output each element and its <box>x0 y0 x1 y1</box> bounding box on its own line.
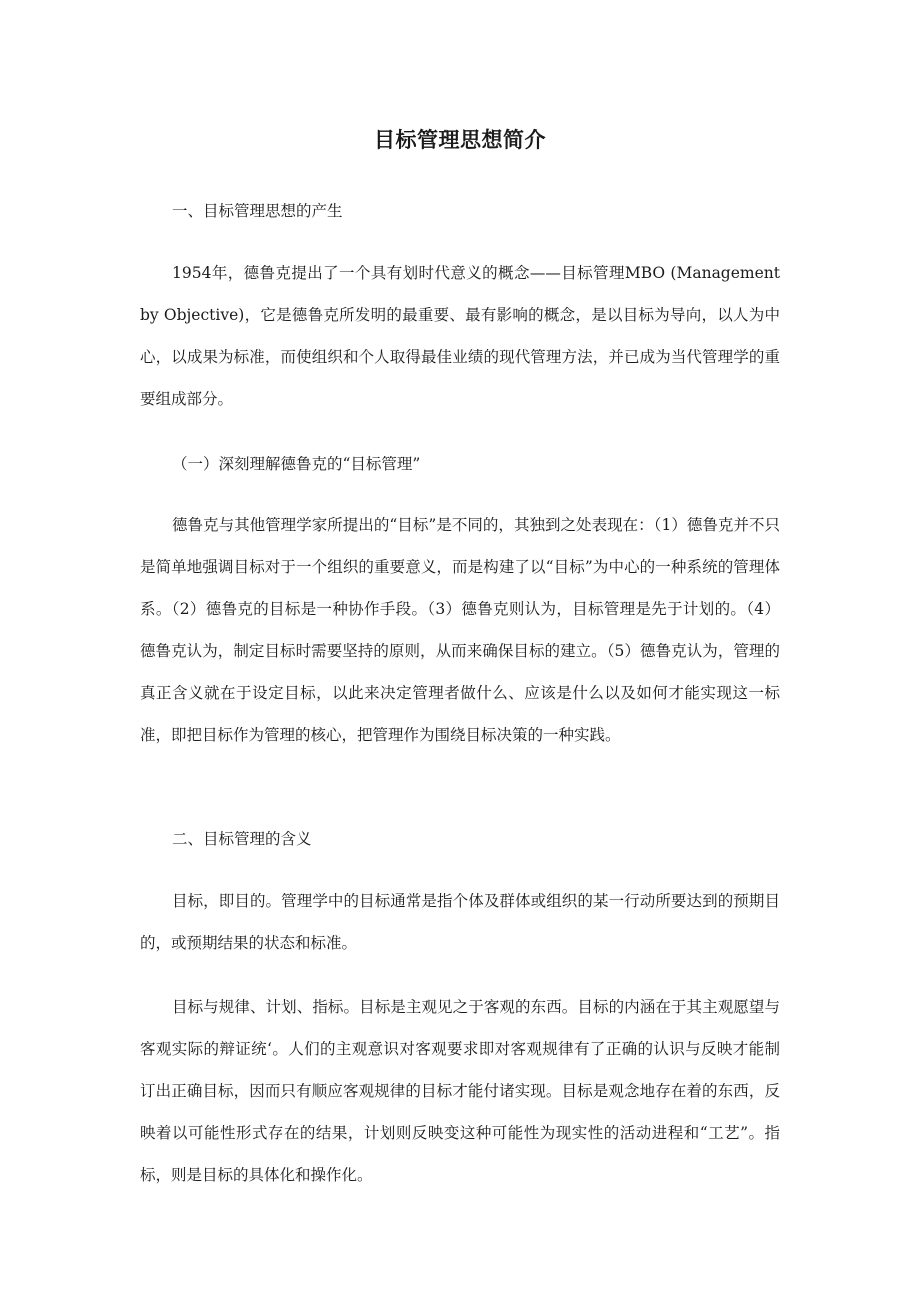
paragraph-mbo-origin: 1954年，德鲁克提出了一个具有划时代意义的概念——目标管理MBO (Management by Objective)，它是德鲁克所发明的最重要、最有影响的概念，是以目标为导向，以人为中心，以成果为标准，而使组织和个人取得最佳业绩的现代管理方法，并已成为当代管理学的重要组成部分。 <box>140 264 780 408</box>
paragraph-drucker-goals: 德鲁克与其他管理学家所提出的“目标”是不同的，其独到之处表现在：（1）德鲁克并不只是简单地强调目标对于一个组织的重要意义，而是构建了以“目标”为中心的一种系统的管理体系。（2）德鲁克的目标是一种协作手段。（3）德鲁克则认为，目标管理是先于计划的。（4）德鲁克认为，制定目标时需要坚持的原则，从而来确保目标的建立。（5）德鲁克认为，管理的真正含义就在于设定目标，以此来决定管理者做什么、应该是什么以及如何才能实现这一标准，即把目标作为管理的核心，把管理作为围绕目标决策的一种实践。 <box>140 516 780 744</box>
paragraph-goal-definition: 目标，即目的。管理学中的目标通常是指个体及群体或组织的某一行动所要达到的预期目的，或预期结果的状态和标准。 <box>140 892 780 952</box>
paragraph-goal-plan-indicator: 目标与规律、计划、指标。目标是主观见之于客观的东西。目标的内涵在于其主观愿望与客观实际的辩证统‘。人们的主观意识对客观要求即对客观规律有了正确的认识与反映才能制订出正确目标，因而只有顺应客观规律的目标才能付诸实现。目标是观念地存在着的东西，反映着以可能性形式存在的结果，计划则反映变这种可能性为现实性的活动进程和“工艺”。指标，则是目标的具体化和操作化。 <box>140 998 780 1184</box>
section-heading-1: 一、目标管理思想的产生 <box>172 202 343 220</box>
section-heading-2: 二、目标管理的含义 <box>172 830 312 848</box>
document-title: 目标管理思想简介 <box>374 128 546 152</box>
subsection-heading-1: （一）深刻理解德鲁克的“目标管理” <box>172 455 421 473</box>
